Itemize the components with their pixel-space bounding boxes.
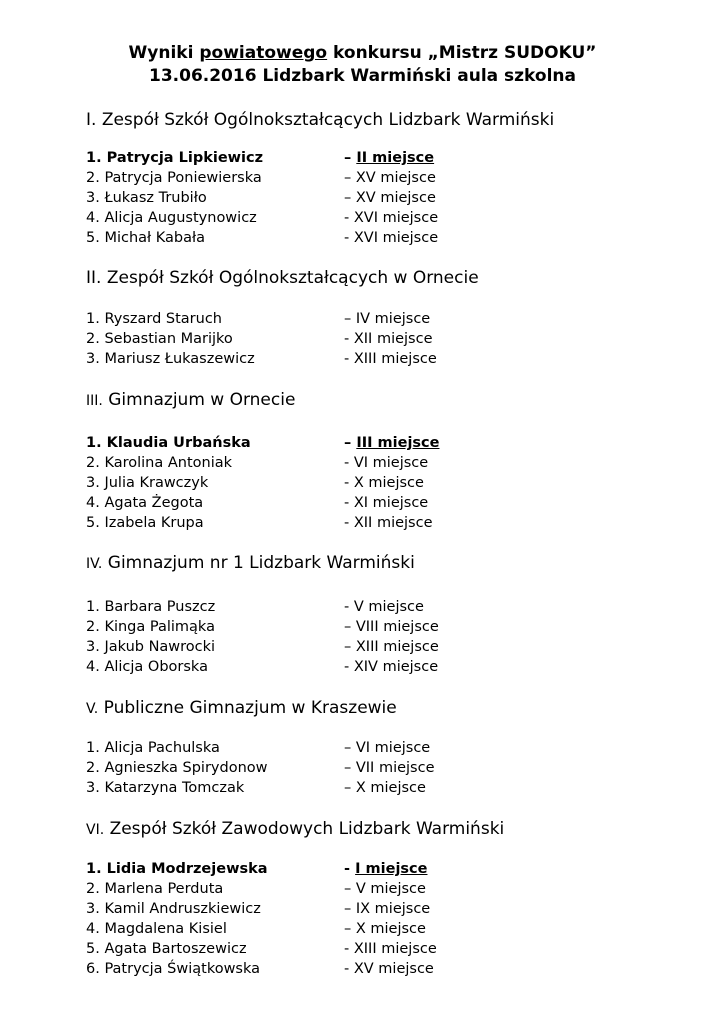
dash: – <box>344 619 352 635</box>
section-heading-2 <box>86 267 479 289</box>
participant-name: Agata Bartoszewicz <box>104 941 247 957</box>
dash: - <box>344 210 350 226</box>
row-number: 3. <box>86 475 100 491</box>
place-value: XIII miejsce <box>353 351 437 367</box>
place-value: X miejsce <box>353 475 424 491</box>
row-number: 1. <box>86 861 102 877</box>
place-value: X miejsce <box>355 921 426 937</box>
row-number: 2. <box>86 760 100 776</box>
result-row <box>86 738 646 758</box>
place-value: VI miejsce <box>355 740 431 756</box>
participant-name: Michał Kabała <box>104 230 206 246</box>
place-value: XVI miejsce <box>353 230 439 246</box>
place-value: V miejsce <box>353 599 424 615</box>
row-number: 1. <box>86 599 100 615</box>
section-name: Gimnazjum nr 1 Lidzbark Warmiński <box>107 553 415 573</box>
result-row <box>86 349 646 369</box>
participant-name: Patrycja Lipkiewicz <box>106 150 264 166</box>
participant-name: Sebastian Marijko <box>104 331 233 347</box>
dash: – <box>344 740 352 756</box>
section-numeral: I. <box>86 110 97 130</box>
result-row <box>86 473 646 493</box>
result-row <box>86 208 646 228</box>
result-row <box>86 899 646 919</box>
row-number: 2. <box>86 331 100 347</box>
result-row <box>86 919 646 939</box>
section-name: Publiczne Gimnazjum w Kraszewie <box>103 698 397 718</box>
dash: - <box>344 515 350 531</box>
participant-name: Marlena Perduta <box>104 881 224 897</box>
section-numeral: VI. <box>86 822 105 838</box>
place-value: V miejsce <box>355 881 426 897</box>
participant-name: Mariusz Łukaszewicz <box>104 351 255 367</box>
row-number: 1. <box>86 150 102 166</box>
participant-name: Kinga Palimąka <box>104 619 215 635</box>
result-row <box>86 513 646 533</box>
dash: - <box>344 861 351 877</box>
participant-name: Łukasz Trubiło <box>104 190 207 206</box>
dash: - <box>344 351 350 367</box>
participant-name: Lidia Modrzejewska <box>106 861 268 877</box>
dash: - <box>344 599 350 615</box>
section-heading-3 <box>86 389 295 412</box>
place-value: XV miejsce <box>353 961 434 977</box>
result-row <box>86 657 646 677</box>
row-number: 1. <box>86 311 100 327</box>
row-number: 5. <box>86 941 100 957</box>
dash: - <box>344 455 350 471</box>
row-number: 4. <box>86 495 100 511</box>
dash: – <box>344 150 352 166</box>
dash: - <box>344 495 350 511</box>
participant-name: Patrycja Świątkowska <box>104 961 261 977</box>
place-value: IX miejsce <box>355 901 431 917</box>
row-number: 2. <box>86 455 100 471</box>
participant-name: Agnieszka Spirydonow <box>104 760 268 776</box>
participant-name: Jakub Nawrocki <box>104 639 216 655</box>
place-value: XII miejsce <box>353 515 433 531</box>
section-heading-1 <box>86 109 554 131</box>
section-name: Zespół Szkół Ogólnokształcących w Ornecie <box>106 268 479 288</box>
dash: - <box>344 230 350 246</box>
participant-name: Katarzyna Tomczak <box>104 780 245 796</box>
title-text-c: konkursu „Mistrz SUDOKU” <box>327 43 597 63</box>
participant-name: Agata Żegota <box>104 495 204 511</box>
result-row <box>86 959 646 979</box>
dash: - <box>344 475 350 491</box>
row-number: 3. <box>86 351 100 367</box>
result-row <box>86 329 646 349</box>
participant-name: Patrycja Poniewierska <box>104 170 262 186</box>
section-numeral: III. <box>86 393 103 409</box>
row-number: 4. <box>86 210 100 226</box>
row-number: 3. <box>86 901 100 917</box>
result-row <box>86 637 646 657</box>
dash: – <box>344 170 352 186</box>
participant-name: Kamil Andruszkiewicz <box>104 901 261 917</box>
document-title <box>0 42 725 64</box>
dash: – <box>344 435 352 451</box>
result-row <box>86 433 646 453</box>
section-numeral: V. <box>86 701 99 717</box>
result-row <box>86 617 646 637</box>
section-name: Zespół Szkół Zawodowych Lidzbark Warmiński <box>109 819 505 839</box>
result-row <box>86 939 646 959</box>
result-row <box>86 758 646 778</box>
row-number: 6. <box>86 961 100 977</box>
place-value: XIV miejsce <box>353 659 439 675</box>
title-text-underlined: powiatowego <box>199 43 328 63</box>
participant-name: Karolina Antoniak <box>104 455 233 471</box>
section-numeral: II. <box>86 268 102 288</box>
section-heading-6 <box>86 818 504 841</box>
dash: - <box>344 659 350 675</box>
dash: – <box>344 921 352 937</box>
place-value: VII miejsce <box>355 760 435 776</box>
result-row <box>86 453 646 473</box>
section-heading-5 <box>86 697 397 720</box>
row-number: 4. <box>86 921 100 937</box>
row-number: 1. <box>86 435 102 451</box>
result-row <box>86 597 646 617</box>
place-value: I miejsce <box>355 861 428 877</box>
row-number: 5. <box>86 515 100 531</box>
place-value: XVI miejsce <box>353 210 439 226</box>
dash: – <box>344 780 352 796</box>
participant-name: Ryszard Staruch <box>104 311 222 327</box>
participant-name: Julia Krawczyk <box>104 475 209 491</box>
row-number: 2. <box>86 619 100 635</box>
row-number: 3. <box>86 639 100 655</box>
participant-name: Alicja Augustynowicz <box>104 210 257 226</box>
title-text-a: Wyniki <box>128 43 200 63</box>
result-row <box>86 879 646 899</box>
row-number: 3. <box>86 780 100 796</box>
place-value: XV miejsce <box>355 170 436 186</box>
place-value: VIII miejsce <box>355 619 439 635</box>
place-value: XI miejsce <box>353 495 429 511</box>
place-value: III miejsce <box>356 435 440 451</box>
result-row <box>86 778 646 798</box>
participant-name: Klaudia Urbańska <box>106 435 251 451</box>
result-row <box>86 168 646 188</box>
section-name: Zespół Szkół Ogólnokształcących Lidzbark Warmiński <box>101 110 555 130</box>
document-subtitle: 13.06.2016 Lidzbark Warmiński aula szkolna <box>149 66 576 86</box>
participant-name: Alicja Oborska <box>104 659 208 675</box>
place-value: IV miejsce <box>355 311 431 327</box>
section-heading-4 <box>86 552 415 575</box>
result-row <box>86 859 646 879</box>
result-row <box>86 493 646 513</box>
place-value: XIII miejsce <box>353 941 437 957</box>
row-number: 2. <box>86 881 100 897</box>
result-row <box>86 188 646 208</box>
participant-name: Alicja Pachulska <box>104 740 220 756</box>
dash: – <box>344 311 352 327</box>
dash: - <box>344 961 350 977</box>
row-number: 1. <box>86 740 100 756</box>
dash: – <box>344 881 352 897</box>
section-numeral: IV. <box>86 556 103 572</box>
row-number: 5. <box>86 230 100 246</box>
result-row <box>86 148 646 168</box>
result-row <box>86 309 646 329</box>
dash: – <box>344 760 352 776</box>
row-number: 3. <box>86 190 100 206</box>
dash: - <box>344 941 350 957</box>
dash: – <box>344 639 352 655</box>
place-value: X miejsce <box>355 780 426 796</box>
place-value: II miejsce <box>356 150 435 166</box>
place-value: VI miejsce <box>353 455 429 471</box>
section-name: Gimnazjum w Ornecie <box>108 390 296 410</box>
row-number: 2. <box>86 170 100 186</box>
dash: – <box>344 901 352 917</box>
participant-name: Izabela Krupa <box>104 515 204 531</box>
participant-name: Magdalena Kisiel <box>104 921 227 937</box>
place-value: XII miejsce <box>353 331 433 347</box>
place-value: XIII miejsce <box>355 639 439 655</box>
place-value: XV miejsce <box>355 190 436 206</box>
dash: - <box>344 331 350 347</box>
dash: – <box>344 190 352 206</box>
row-number: 4. <box>86 659 100 675</box>
participant-name: Barbara Puszcz <box>104 599 216 615</box>
result-row <box>86 228 646 248</box>
